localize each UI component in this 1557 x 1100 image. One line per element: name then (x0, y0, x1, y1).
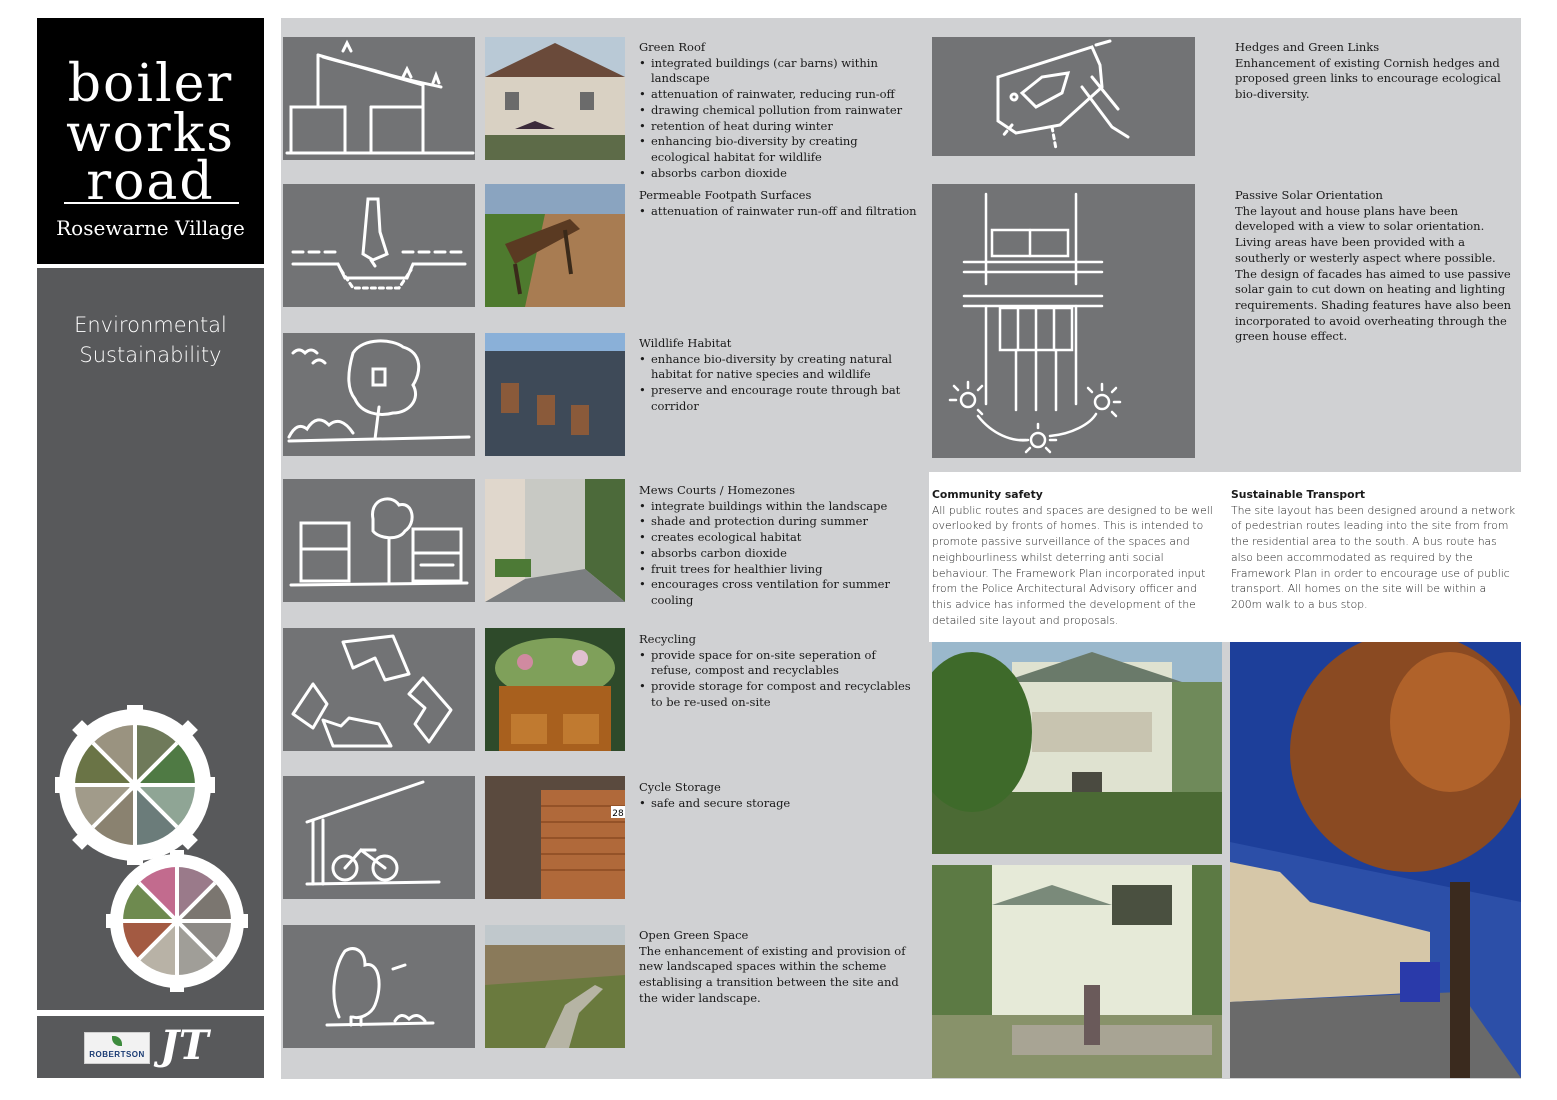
feature-text: The enhancement of existing and provision of new landscaped spaces within the scheme establising a transition between the site and the wider landscape. (639, 943, 906, 1005)
list-item: • enhance bio-diversity by creating natural habitat for native species and wildlife (651, 352, 919, 383)
green-roof-sketch (283, 37, 475, 160)
feature-mews-courts (639, 483, 919, 609)
wildlife-habitat-sketch (283, 333, 475, 456)
list-item: • fruit trees for healthier living (651, 562, 919, 578)
feature-green-roof (639, 40, 919, 181)
cycle-storage-photo (485, 776, 625, 899)
feature-title: Recycling (639, 632, 696, 646)
open-green-space-sketch (283, 925, 475, 1048)
list-item: • safe and secure storage (651, 796, 919, 812)
list-item: • enhancing bio-diversity by creating ecological habitat for wildlife (651, 134, 919, 165)
robertson-leaf-icon (112, 1036, 122, 1046)
list-item: • attenuation of rainwater run-off and filtration (651, 204, 919, 220)
cycle-storage-sketch (283, 776, 475, 899)
feature-title: Passive Solar Orientation (1235, 188, 1383, 202)
block-title: Community safety (932, 488, 1043, 501)
list-item: • integrated buildings (car barns) within landscape (651, 56, 919, 87)
passive-solar-sketch (932, 184, 1195, 458)
brand-divider (64, 202, 239, 204)
feature-title: Green Roof (639, 40, 706, 54)
list-item: • provide storage for compost and recyclables to be re-used on-site (651, 679, 919, 710)
sustainable-transport-block (1231, 487, 1519, 613)
wildlife-habitat-photo (485, 333, 625, 456)
block-text: The site layout has been designed around a network of pedestrian routes leading into the site from from the residential area to the south. A bus route has also been accommodated as required by the Framework Plan in order to encourage use of public transport. All homes on the site will be within a 200m walk to a bus stop. (1231, 503, 1516, 611)
housing-photo-2 (932, 865, 1222, 1078)
robertson-label: ROBERTSON (89, 1050, 145, 1059)
feature-cycle-storage (639, 780, 919, 811)
green-roof-photo (485, 37, 625, 160)
gear-collage-small-icon (106, 850, 248, 992)
feature-title: Cycle Storage (639, 780, 721, 794)
feature-text: Enhancement of existing Cornish hedges and proposed green links to encourage ecological bio-diversity. (1235, 55, 1501, 102)
feature-hedges (1235, 40, 1513, 103)
section-title-line-1: Environmental (74, 313, 227, 337)
logo-line-3: road (86, 152, 215, 212)
feature-title: Wildlife Habitat (639, 336, 732, 350)
block-text: All public routes and spaces are designed to be well overlooked by fronts of homes. This is intended to promote passive surveillance of the spaces and neighbourliness whilst deterring anti social behaviour. The Framework Plan incorporated input from the Police Architectural Advisory officer and this advice has informed the development of the detailed site layout and proposals. (932, 503, 1213, 627)
street-bus-photo (1230, 642, 1521, 1078)
permeable-footpath-sketch (283, 184, 475, 307)
housing-photo-1 (932, 642, 1222, 854)
list-item: • absorbs carbon dioxide (651, 166, 919, 182)
section-title (37, 310, 264, 370)
feature-title: Hedges and Green Links (1235, 40, 1380, 54)
permeable-footpath-photo (485, 184, 625, 307)
feature-title: Mews Courts / Homezones (639, 483, 796, 497)
list-item: • attenuation of rainwater, reducing run-off (651, 87, 919, 103)
jt-logo: JT (160, 1022, 209, 1069)
logo-line-2: works (66, 104, 235, 164)
community-safety-block (932, 487, 1220, 628)
list-item: • shade and protection during summer (651, 514, 919, 530)
mews-courts-sketch (283, 479, 475, 602)
logo-line-1: boiler (67, 54, 234, 114)
feature-open-green-space (639, 928, 921, 1007)
brand-subtitle: Rosewarne Village (56, 216, 245, 240)
recycling-photo (485, 628, 625, 751)
feature-title: Open Green Space (639, 928, 749, 942)
recycling-sketch (283, 628, 475, 751)
feature-title: Permeable Footpath Surfaces (639, 188, 812, 202)
list-item: • integrate buildings within the landscape (651, 499, 919, 515)
brand-logo (37, 18, 264, 264)
list-item: • absorbs carbon dioxide (651, 546, 919, 562)
list-item: • encourages cross ventilation for summer cooling (651, 577, 919, 608)
block-title: Sustainable Transport (1231, 488, 1366, 501)
gear-collage-icon (55, 705, 215, 865)
open-green-space-photo (485, 925, 625, 1048)
mews-courts-photo (485, 479, 625, 602)
feature-permeable-footpath (639, 188, 919, 219)
feature-recycling (639, 632, 919, 711)
feature-passive-solar (1235, 188, 1517, 345)
list-item: • creates ecological habitat (651, 530, 919, 546)
feature-text: The layout and house plans have been developed with a view to solar orientation. Living areas have been provided with a southerly or westerly aspect where possible. The design of facades has aimed to use passive solar gain to cut down on heating and lighting requirements. Shading features have also been incorporated to avoid overheating through the green house effect. (1235, 203, 1512, 344)
list-item: • retention of heat during winter (651, 119, 919, 135)
list-item: • preserve and encourage route through bat corridor (651, 383, 919, 414)
feature-wildlife-habitat (639, 336, 919, 415)
sponsor-bar (37, 1016, 264, 1078)
cycle-photo-sign: 28 (612, 809, 624, 819)
list-item: • drawing chemical pollution from rainwater (651, 103, 919, 119)
section-title-line-2: Sustainability (79, 343, 222, 367)
list-item: • provide space for on-site seperation of refuse, compost and recyclables (651, 648, 919, 679)
hedges-green-links-sketch (932, 37, 1195, 156)
robertson-logo (84, 1032, 150, 1064)
